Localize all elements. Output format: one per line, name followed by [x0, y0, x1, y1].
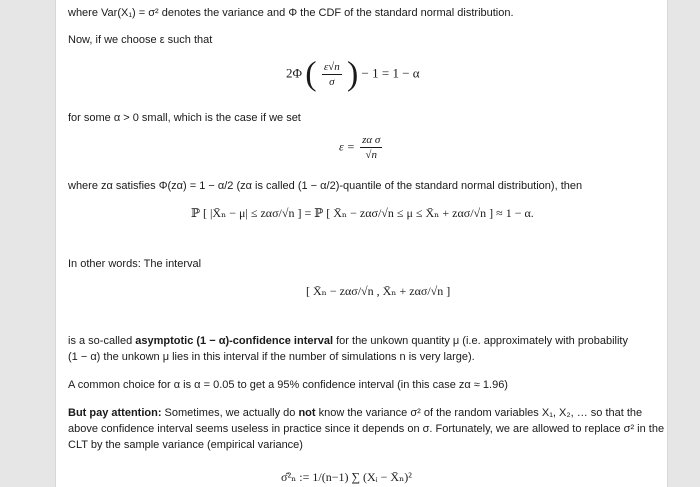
attention-bold: But pay attention: [68, 407, 162, 419]
equation-epsilon-condition [286, 55, 420, 93]
text-choose-epsilon: Now, if we choose ε such that [68, 34, 213, 46]
eq2-numerator: zα σ [362, 134, 381, 146]
attention-post: know the variance σ² of the random variables X₁, X₂, … so that the [315, 407, 643, 419]
equation-confidence-interval: [ X̄ₙ − zασ/√n , X̄ₙ + zασ/√n ] [306, 284, 451, 298]
eq1-right: − 1 = 1 − α [361, 65, 420, 81]
equation-sample-variance-partial: σ̂²ₙ := 1/(n−1) ∑ (Xᵢ − X̄ₙ)² [281, 470, 412, 484]
text-pay-attention [68, 406, 642, 420]
attention-mid: Sometimes, we actually do [161, 407, 299, 419]
ci-post: for the unkown quantity μ (i.e. approximately with probability [333, 335, 628, 347]
ci-pre: is a so-called [68, 335, 136, 347]
equation-probability: ℙ [ |X̄ₙ − μ| ≤ zασ/√n ] = ℙ [ X̄ₙ − zασ/√n ≤ μ ≤ X̄ₙ + zασ/√n ] ≈ 1 − α. [191, 206, 534, 220]
text-sample-variance: CLT by the sample variance (empirical variance) [68, 439, 303, 451]
text-z-alpha-quantile: where zα satisfies Φ(zα) = 1 − α/2 (zα is called (1 − α/2)-quantile of the standard normal distribution), then [68, 180, 583, 192]
document-page [55, 0, 668, 487]
eq2-left: ε = [339, 139, 355, 154]
attention-not: not [298, 407, 316, 419]
ci-bold: asymptotic (1 − α)-confidence interval [135, 335, 334, 347]
text-in-other-words: In other words: The interval [68, 258, 202, 270]
eq1-close-paren: ) [346, 55, 359, 93]
eq2-fraction [360, 133, 382, 162]
text-unknown-mu: (1 − α) the unkown μ lies in this interval if the number of simulations n is very large). [68, 351, 475, 363]
text-asymptotic-ci [68, 334, 628, 348]
equation-epsilon-definition [339, 133, 384, 162]
eq1-left: 2Φ [286, 65, 303, 81]
eq1-numerator: ε√n [323, 61, 340, 73]
text-variance-cdf: where Var(X₁) = σ² denotes the variance and Φ the CDF of the standard normal distribution. [68, 7, 514, 19]
text-for-some-alpha: for some α > 0 small, which is the case if we set [68, 112, 301, 124]
text-replace-sigma: above confidence interval seems useless in practice since it depends on σ. Fortunately, we are allowed to replace σ² in the [68, 423, 665, 435]
eq1-open-paren: ( [305, 55, 317, 93]
eq2-denominator: √n [365, 149, 377, 161]
eq1-fraction [322, 60, 342, 89]
text-common-choice: A common choice for α is α = 0.05 to get a 95% confidence interval (in this case zα ≈ 1.96) [68, 379, 508, 391]
eq1-denominator: σ [329, 76, 335, 88]
